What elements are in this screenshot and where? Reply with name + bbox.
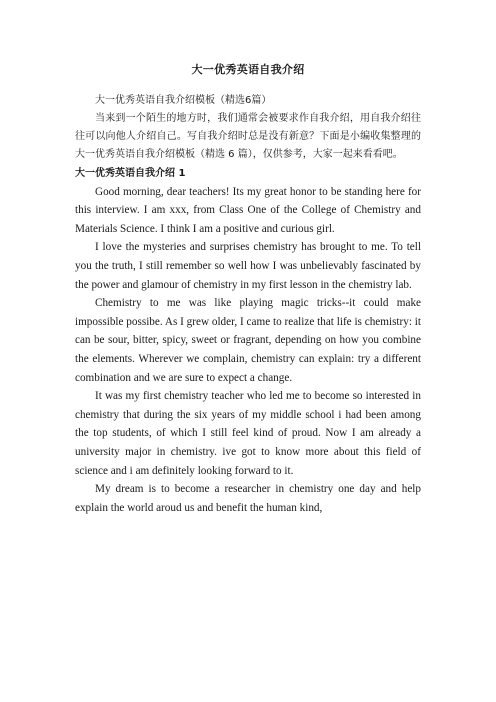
document-title: 大一优秀英语自我介绍 [191,63,305,76]
paragraph-1: Good morning, dear teachers! Its my great honor to be standing here for this interview. I am xxx, from Class One of the College of Chemistry and Materials Science. I think I am a positive and curious girl. [75,185,421,235]
document-body [75,62,421,517]
paragraph-3: Chemistry to me was like playing magic tricks--it could make impossible possibe. As I grew older, I came to realize that life is chemistry: it can be sour, bitter, spicy, sweet or fragrant, depending on how you combine the elements. Wherever we complain, chemistry can explain: try a different combination and we are sure to expect a change. [75,297,421,384]
document-subtitle: 大一优秀英语自我介绍模板（精选6篇） [95,95,272,106]
intro-paragraph: 当来到一个陌生的地方时，我们通常会被要求作自我介绍，用自我介绍往往可以向他人介绍自己。写自我介绍时总是没有新意？下面是小编收集整理的大一优秀英语自我介绍模板（精选 6 篇），仅供参考，大家一起来看看吧。 [75,113,421,161]
section-heading: 大一优秀英语自我介绍 1 [75,167,186,179]
paragraph-2: I love the mysteries and surprises chemistry has brought to me. To tell you the truth, I still remember so well how I was unbelievably fascinated by the power and glamour of chemistry in my first lesson in the chemistry lab. [75,241,421,291]
paragraph-5: My dream is to become a researcher in chemistry one day and help explain the world aroud us and benefit the human kind, [75,483,421,514]
paragraph-4: It was my first chemistry teacher who led me to become so interested in chemistry that during the six years of my middle school i had been among the top students, of which I still feel kind of proud. Now I am already a university major in chemistry. ive got to know more about this field of science and i am definitely looking forward to it. [75,390,421,477]
